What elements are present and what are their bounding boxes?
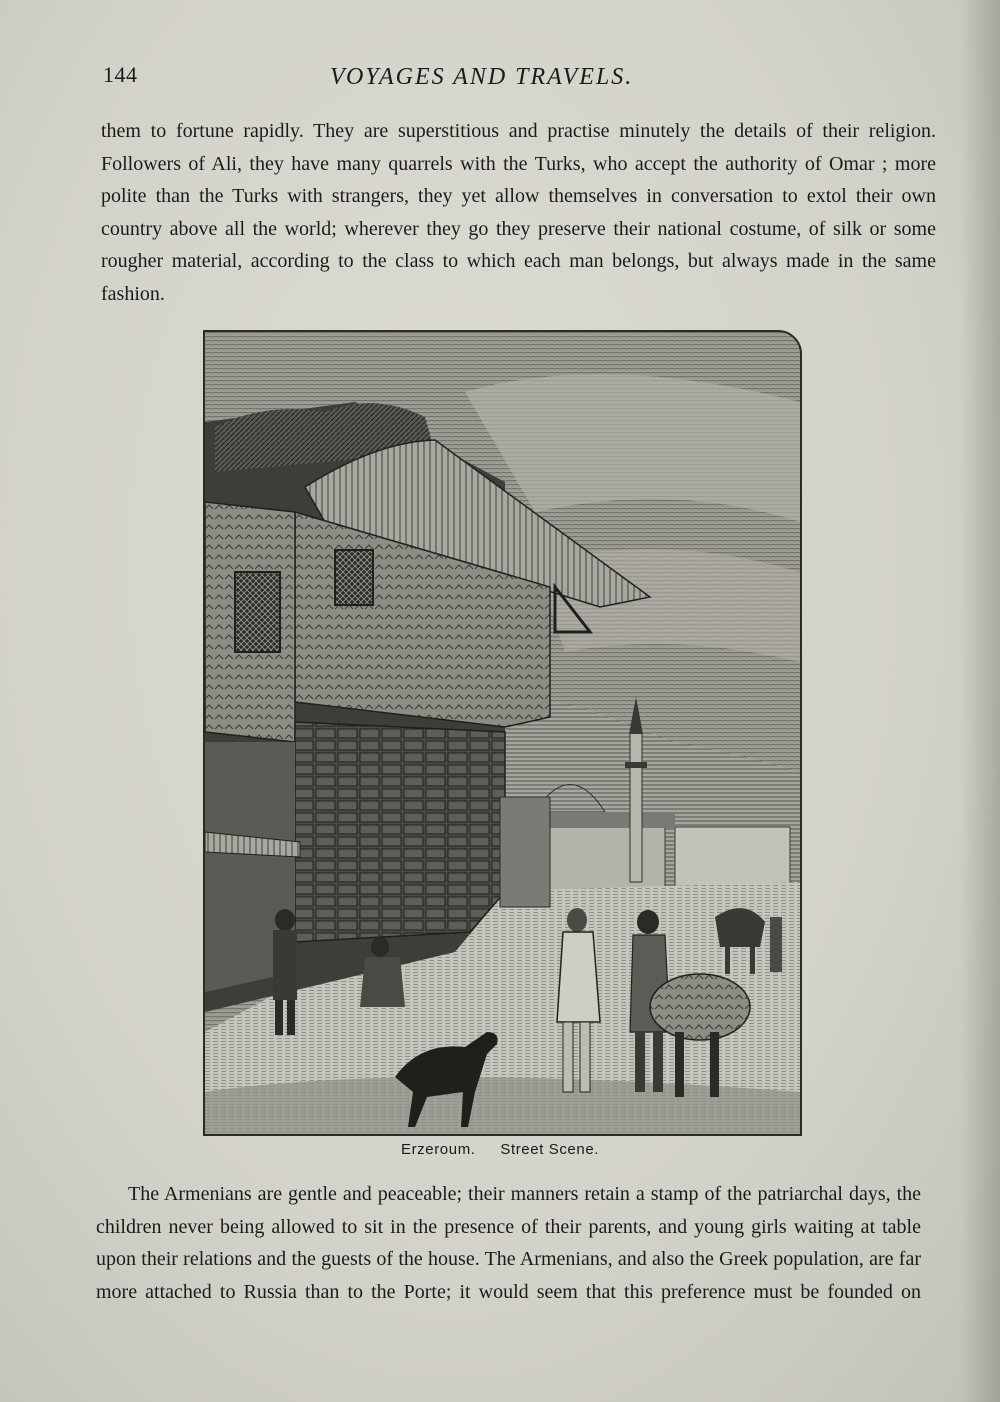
paragraph-bottom: The Armenians are gentle and peaceable; their manners retain a stamp of the patriarchal days, the children never being allowed to sit in the presence of their parents, and young girls waiting at table upon their relations and the guests of the house. The Armenians, and also the Greek population, are far more attached to Russia than to the Porte; it would seem that this preference must be founded on [96, 1183, 921, 1303]
lattice-window [235, 572, 280, 652]
mosque-portico [550, 812, 675, 828]
page-number: 144 [103, 62, 138, 87]
figure-caption [330, 1141, 670, 1158]
minaret [630, 732, 642, 882]
upper-window [335, 550, 373, 605]
mid-building [500, 797, 550, 907]
running-title: VOYAGES AND TRAVELS. [330, 64, 634, 90]
mosque-wall [545, 827, 665, 892]
page-gutter-shade [960, 0, 1000, 1402]
caption-place: Erzeroum. [400, 1141, 476, 1158]
paragraph-top: them to fortune rapidly. They are superstitious and practise minutely the details of their religion. Followers of Ali, they have many quarrels with the Turks, who accept the authority of Omar ; more polite than the Turks with strangers, they yet allow themselves in conversation to extol their own country above all the world; wherever they go they preserve their national costume, of silk or some rougher material, according to the class to which each man belongs, but always made in the same fashion. [101, 120, 936, 305]
street-scene-engraving [205, 332, 800, 1134]
caption-subject: Street Scene. [500, 1141, 600, 1158]
stone-base [295, 722, 505, 942]
engraving-illustration [203, 330, 802, 1136]
distant-building [675, 827, 790, 887]
